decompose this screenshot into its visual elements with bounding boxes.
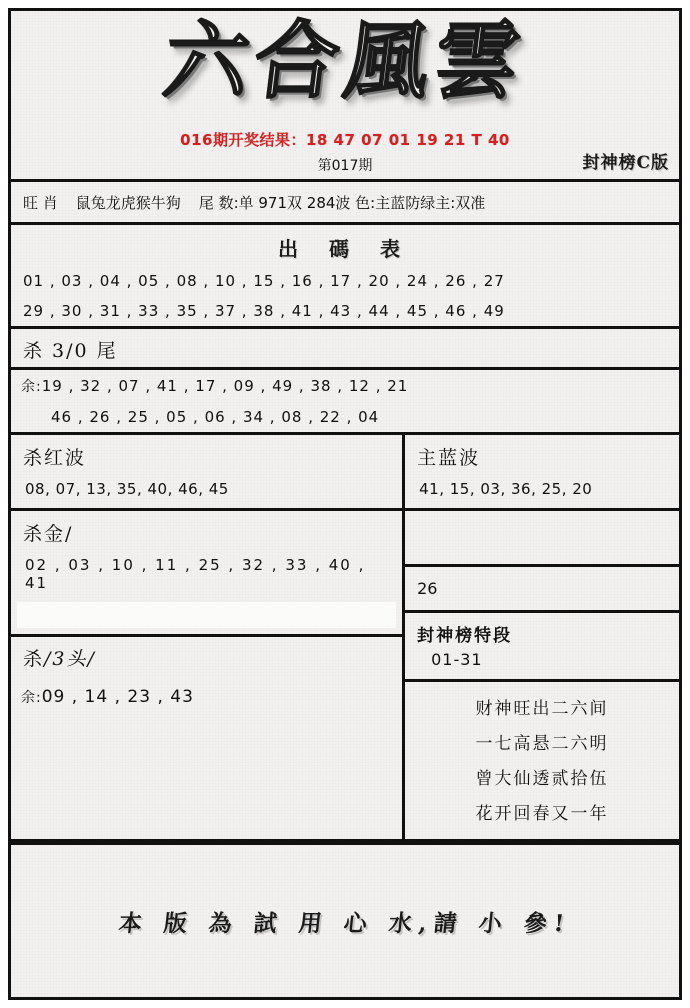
poem-line-4: 花开回春又一年 — [475, 803, 609, 824]
kill-gold-title: 杀金/ — [23, 523, 74, 545]
current-issue-number: 第017期 — [317, 158, 373, 174]
main-blue-wave-values: 41, 15, 03, 36, 25, 20 — [419, 480, 593, 498]
fengshen-special-range: 01-31 — [431, 650, 483, 669]
kill-tail-remainder-line-1 — [11, 370, 679, 402]
single-special-value: 26 — [417, 579, 438, 598]
right-column — [405, 435, 679, 839]
kill-tail-values-1: 19 , 32 , 07 , 41 , 17 , 09 , 49 , 38 , 12 , 21 — [41, 377, 409, 395]
kill-red-wave-title: 杀红波 — [23, 447, 87, 469]
poem-line-3: 曾大仙透贰拾伍 — [475, 768, 609, 789]
single-value-cell — [405, 567, 679, 613]
kill-head-heading — [11, 637, 402, 675]
kill-head-prefix: 杀 — [23, 648, 45, 670]
weishu-bose-value: 尾 数:单 971双 284波 色:主蓝防绿主:双准 — [198, 193, 486, 212]
kill-head-remainder — [11, 675, 402, 713]
empty-cell — [405, 511, 679, 567]
edition-badge: 封神榜C版 — [582, 153, 669, 173]
info-row — [11, 182, 679, 225]
kill-head-suffix: 头/ — [66, 648, 96, 670]
site-logo-title: 六合風雲 — [158, 11, 532, 110]
poem-block — [405, 682, 679, 839]
footer-disclaimer: 本 版 為 試 用 心 水,請 小 參! — [117, 909, 573, 937]
kill-head-remainder-label: 余: — [21, 690, 42, 706]
kill-head-cell — [11, 637, 402, 713]
wangxiao-value: 鼠兔龙虎猴牛狗 — [75, 193, 181, 212]
sheet-header — [11, 11, 679, 182]
kill-red-wave-cell — [11, 435, 402, 511]
fengshen-special-title: 封神榜特段 — [417, 626, 513, 646]
chuma-section — [11, 225, 679, 329]
kill-tail-remainder-line-2: 46 , 26 , 25 , 05 , 06 , 34 , 08 , 22 , 04 — [51, 408, 380, 426]
remainder-label: 余: — [21, 379, 42, 395]
previous-draw-result: 016期开奖结果：18 47 07 01 19 21 T 40 — [180, 131, 510, 149]
fengshen-special-cell — [405, 613, 679, 682]
kill-red-wave-values: 08, 07, 13, 35, 40, 46, 45 — [25, 480, 229, 498]
poem-line-1: 财神旺出二六间 — [475, 699, 609, 719]
kill-head-values: 09 , 14 , 23 , 43 — [41, 687, 194, 707]
kill-tail-heading: 杀 3/0 尾 — [23, 340, 118, 362]
footer-banner — [11, 842, 679, 997]
chuma-title: 出 碼 表 — [278, 237, 412, 261]
poem-line-2: 一七高悬二六明 — [475, 733, 609, 754]
left-column — [11, 435, 405, 839]
chuma-line-2: 29 , 30 , 31 , 33 , 35 , 37 , 38 , 41 , 43 , 44 , 45 , 46 , 49 — [23, 302, 505, 320]
chuma-line-1: 01 , 03 , 04 , 05 , 08 , 10 , 15 , 16 , 17 , 20 , 24 , 26 , 27 — [23, 272, 505, 290]
kill-gold-values: 02 , 03 , 10 , 11 , 25 , 32 , 33 , 40 , 41 — [25, 556, 366, 592]
lottery-sheet — [8, 8, 682, 1000]
two-column-area — [11, 435, 679, 842]
kill-head-mid: /3 — [44, 648, 67, 670]
kill-gold-cell — [11, 511, 402, 637]
kill-tail-remainder — [11, 370, 679, 435]
kill-tail-section — [11, 329, 679, 370]
main-blue-wave-title: 主蓝波 — [417, 447, 481, 469]
blank-strip — [17, 602, 396, 628]
wangxiao-label: 旺 肖 — [23, 193, 58, 212]
main-blue-wave-cell — [405, 435, 679, 511]
